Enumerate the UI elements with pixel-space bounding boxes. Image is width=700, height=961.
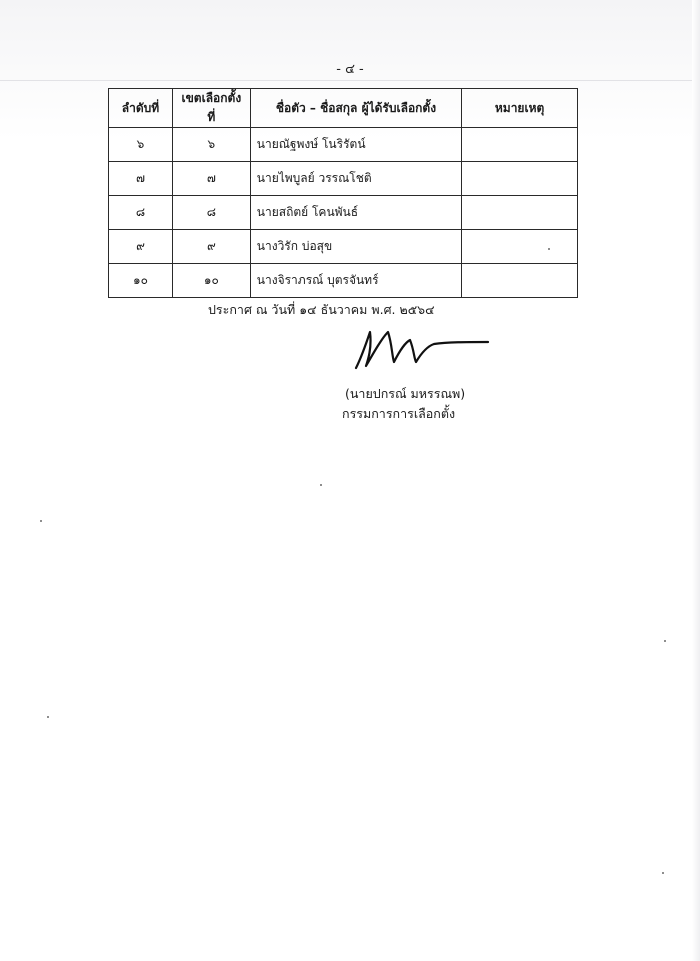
cell-name: นางจิราภรณ์ บุตรจันทร์: [250, 264, 461, 298]
table-row: [109, 196, 578, 230]
table-row: [109, 264, 578, 298]
scan-speck: [40, 520, 42, 522]
cell-name: นายไพบูลย์ วรรณโชติ: [250, 162, 461, 196]
handwritten-signature: [352, 322, 492, 374]
table-row: [109, 162, 578, 196]
cell-district: ๘: [172, 196, 250, 230]
scan-speck: [320, 484, 322, 486]
signer-name: (นายปกรณ์ มหรรณพ): [345, 386, 466, 401]
header-order: ลำดับที่: [109, 89, 173, 128]
scan-speck: [47, 716, 49, 718]
cell-order: ๙: [109, 230, 173, 264]
scan-speck: [548, 248, 550, 250]
scan-speck: [664, 640, 666, 642]
cell-remark: [462, 162, 578, 196]
cell-order: ๘: [109, 196, 173, 230]
cell-district: ๗: [172, 162, 250, 196]
page-number: - ๔ -: [336, 62, 364, 77]
fold-line: [0, 80, 700, 81]
header-remark: หมายเหตุ: [462, 89, 578, 128]
cell-district: ๙: [172, 230, 250, 264]
signer-title: กรรมการการเลือกตั้ง: [342, 406, 456, 421]
cell-name: นายสถิตย์ โคนพันธ์: [250, 196, 461, 230]
table-header-row: [109, 89, 578, 128]
cell-order: ๗: [109, 162, 173, 196]
cell-name: นางวิรัก บ่อสุข: [250, 230, 461, 264]
table-row: [109, 230, 578, 264]
elected-candidates-table: [108, 88, 578, 298]
table-row: [109, 128, 578, 162]
cell-order: ๖: [109, 128, 173, 162]
cell-district: ๖: [172, 128, 250, 162]
scan-speck: [662, 872, 664, 874]
cell-order: ๑๐: [109, 264, 173, 298]
page-edge-shadow: [692, 0, 700, 961]
header-district: เขตเลือกตั้งที่: [172, 89, 250, 128]
announcement-date: ประกาศ ณ วันที่ ๑๔ ธันวาคม พ.ศ. ๒๕๖๔: [208, 302, 435, 317]
cell-remark: [462, 128, 578, 162]
cell-remark: [462, 196, 578, 230]
cell-remark: [462, 264, 578, 298]
cell-district: ๑๐: [172, 264, 250, 298]
cell-remark: [462, 230, 578, 264]
cell-name: นายณัฐพงษ์ โนริรัตน์: [250, 128, 461, 162]
header-name: ชื่อตัว – ชื่อสกุล ผู้ได้รับเลือกตั้ง: [250, 89, 461, 128]
